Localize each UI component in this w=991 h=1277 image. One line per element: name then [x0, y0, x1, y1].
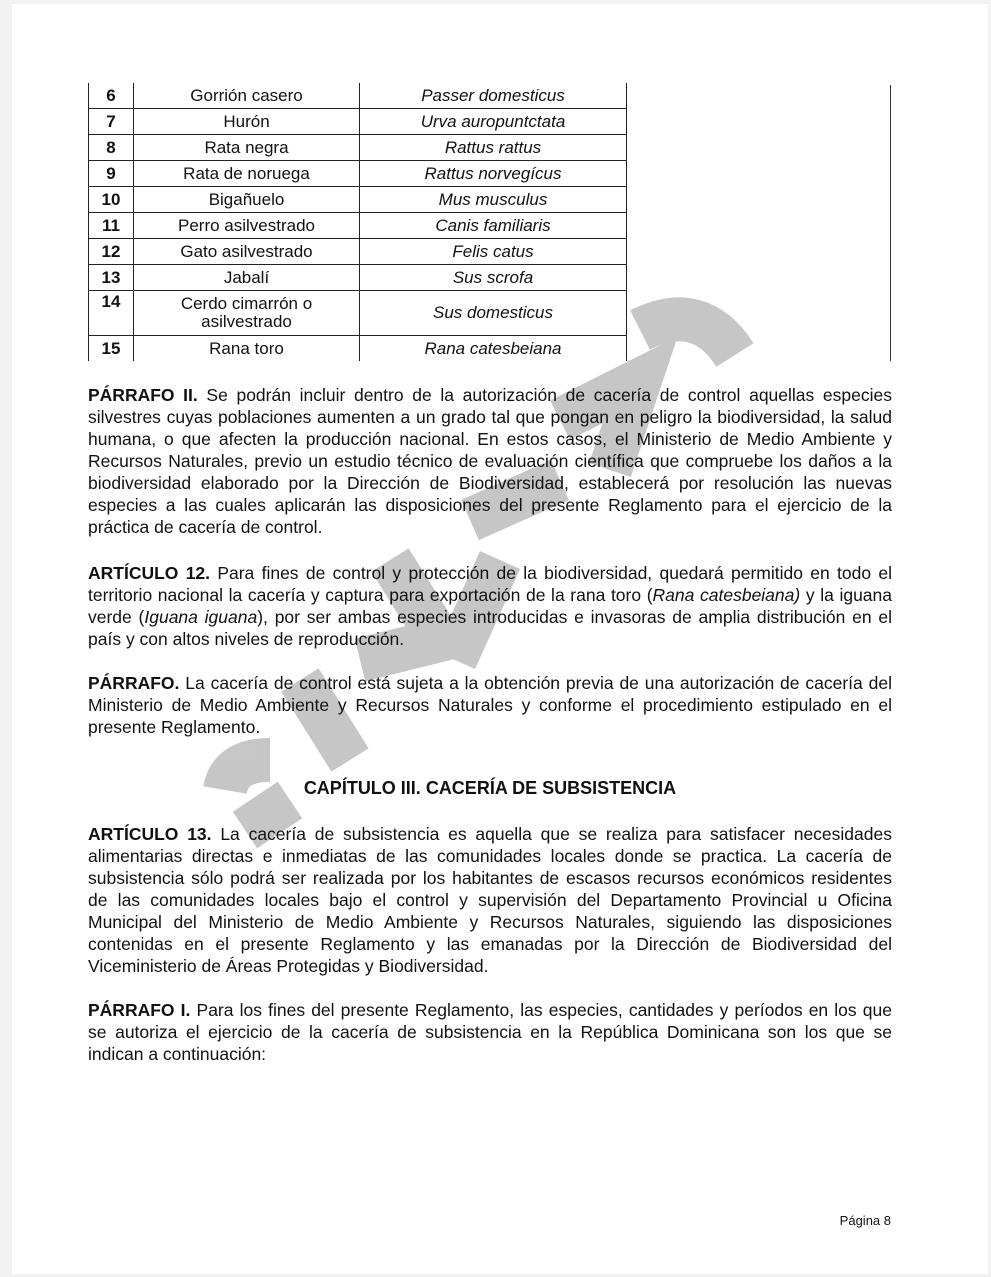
table-right-border	[890, 85, 891, 361]
row-number: 11	[89, 213, 134, 239]
page-number: Página 8	[839, 1213, 891, 1228]
table-row	[89, 336, 627, 362]
parrafo-control-label: PÁRRAFO.	[88, 673, 180, 693]
scientific-name: Felis catus	[360, 239, 627, 265]
scientific-name: Canis familiaris	[360, 213, 627, 239]
row-number: 7	[89, 109, 134, 135]
table-row	[89, 213, 627, 239]
table-row	[89, 265, 627, 291]
articulo-13-text: La cacería de subsistencia es aquella que se realiza para satisfacer necesidades alimentarias directas e inmediatas de las comunidades locales donde se practica. La cacería de subsistencia sólo podrá ser realizada por los habitantes de escasos recursos económicos residentes de las comunidades locales bajo el control y supervisión del Departamento Provincial u Oficina Municipal del Ministerio de Medio Ambiente y Recursos Naturales, siguiendo las disposiciones contenidas en el presente Reglamento y las emanadas por la Dirección de Biodiversidad del Viceministerio de Áreas Protegidas y Biodiversidad.	[88, 824, 892, 976]
row-number: 8	[89, 135, 134, 161]
row-number: 15	[89, 336, 134, 362]
parrafo-ii-label: PÁRRAFO II.	[88, 385, 198, 405]
common-name: Rata de noruega	[134, 161, 360, 187]
articulo-12-label: ARTÍCULO 12.	[88, 563, 211, 583]
scientific-name: Mus musculus	[360, 187, 627, 213]
row-number: 9	[89, 161, 134, 187]
common-name: Gorrión casero	[134, 83, 360, 109]
row-number: 12	[89, 239, 134, 265]
common-name: Rata negra	[134, 135, 360, 161]
common-name: Bigañuelo	[134, 187, 360, 213]
scientific-name: Rana catesbeiana	[360, 336, 627, 362]
row-number: 13	[89, 265, 134, 291]
parrafo-ii	[88, 384, 892, 538]
parrafo-i-text: Para los fines del presente Reglamento, las especies, cantidades y períodos en los que se autoriza el ejercicio de la cacería de subsistencia en la República Dominicana son los que se indican a continuación:	[88, 1000, 892, 1064]
common-name: Perro asilvestrado	[134, 213, 360, 239]
scientific-name: Passer domesticus	[360, 83, 627, 109]
common-name: Gato asilvestrado	[134, 239, 360, 265]
row-number: 10	[89, 187, 134, 213]
common-name: Rana toro	[134, 336, 360, 362]
scientific-name: Sus scrofa	[360, 265, 627, 291]
articulo-13-label: ARTÍCULO 13.	[88, 824, 212, 844]
articulo-12-text-c: ), por ser ambas especies introducidas e invasoras de amplia distribución en el país y con altos niveles de reproducción.	[88, 607, 892, 649]
common-name: Jabalí	[134, 265, 360, 291]
parrafo-control-text: La cacería de control está sujeta a la obtención previa de una autorización de cacería del Ministerio de Medio Ambiente y Recursos Naturales y conforme el procedimiento estipulado en el presente Reglamento.	[88, 673, 892, 737]
articulo-12-italic-b: Iguana iguana	[144, 607, 258, 627]
row-number: 6	[89, 83, 134, 109]
articulo-12-italic-a: Rana catesbeiana)	[652, 585, 801, 605]
table-row	[89, 239, 627, 265]
parrafo-i	[88, 999, 892, 1065]
table-row	[89, 135, 627, 161]
row-number: 14	[89, 291, 134, 336]
scientific-name: Rattus norvegícus	[360, 161, 627, 187]
table-row	[89, 83, 627, 109]
articulo-12-text-a: Para fines de control y protección de la biodiversidad, quedará permitido en todo el territorio nacional la cacería y captura para exportación de la rana toro (	[88, 563, 892, 605]
table-row	[89, 291, 627, 336]
articulo-12-text-b: y la iguana verde (	[88, 585, 893, 627]
parrafo-control	[88, 672, 892, 738]
parrafo-i-label: PÁRRAFO I.	[88, 1000, 191, 1020]
common-name: Cerdo cimarrón o asilvestrado	[134, 291, 360, 336]
invasive-species-table	[88, 83, 627, 361]
scientific-name: Sus domesticus	[360, 291, 627, 336]
table-row	[89, 187, 627, 213]
articulo-13	[88, 823, 892, 977]
chapter-title: CAPÍTULO III. CACERÍA DE SUBSISTENCIA	[303, 778, 677, 798]
parrafo-ii-text: Se podrán incluir dentro de la autorización de cacería de control aquellas especies silvestres cuyas poblaciones aumenten a un grado tal que pongan en peligro la biodiversidad, la salud humana, o que afecten la producción nacional. En estos casos, el Ministerio de Medio Ambiente y Recursos Naturales, previo un estudio técnico de evaluación científica que compruebe los daños a la biodiversidad elaborado por la Dirección de Biodiversidad, establecerá por resolución las nuevas especies a las cuales aplicarán las disposiciones del presente Reglamento para el ejercicio de la práctica de cacería de control.	[88, 385, 892, 537]
table-row	[89, 161, 627, 187]
scientific-name: Urva auropuntctata	[360, 109, 627, 135]
articulo-12	[88, 562, 892, 650]
table-row	[89, 109, 627, 135]
scientific-name: Rattus rattus	[360, 135, 627, 161]
common-name: Hurón	[134, 109, 360, 135]
